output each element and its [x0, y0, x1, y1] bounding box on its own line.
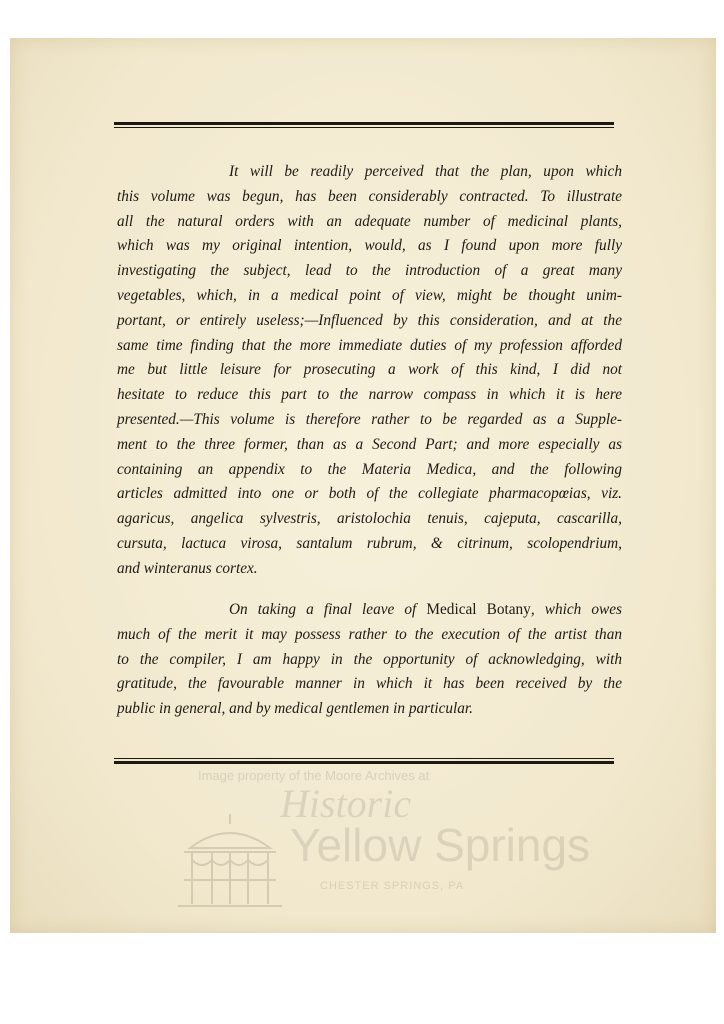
- text-line: much of the merit it may possess rather to the execution of the artist than: [117, 625, 622, 643]
- text-line: hesitate to reduce this part to the narrow compass in which it is here: [117, 386, 622, 404]
- text-line: It will be readily perceived that the plan, upon which: [229, 163, 622, 180]
- watermark-script: Historic: [280, 781, 412, 826]
- paragraph-preface: [117, 160, 622, 582]
- watermark-name: Yellow Springs: [290, 819, 591, 871]
- bottom-rule: [114, 758, 614, 764]
- text-line: vegetables, which, in a medical point of view, might be thought unim-: [117, 286, 622, 304]
- text-line: me but little leisure for prosecuting a work of this kind, I did not: [117, 361, 622, 379]
- text-line: and winteranus cortex.: [117, 559, 258, 577]
- text-line: gratitude, the favourable manner in which it has been received by the: [117, 675, 622, 693]
- text-line: which was my original intention, would, as I found upon more fully: [117, 237, 622, 255]
- gazebo-icon: [170, 808, 290, 918]
- text-line: containing an appendix to the Materia Medica, and the following: [117, 460, 622, 478]
- text-line: public in general, and by medical gentlemen in particular.: [117, 700, 474, 718]
- paragraph-closing: [117, 598, 622, 722]
- text-line: agaricus, angelica sylvestris, aristolochia tenuis, cajeputa, cascarilla,: [117, 510, 622, 528]
- watermark-place: CHESTER SPRINGS, PA: [320, 880, 465, 892]
- text-line: presented.—This volume is therefore rather to be regarded as a Supple-: [117, 410, 622, 428]
- watermark-caption: Image property of the Moore Archives at: [198, 768, 430, 783]
- text-run: , which owes: [530, 601, 622, 618]
- text-line: portant, or entirely useless;—Influenced by this consideration, and at the: [117, 311, 622, 329]
- archive-watermark: [160, 768, 620, 938]
- text-line: ment to the three former, than as a Second Part; and more especially as: [117, 435, 622, 453]
- text-run: On taking a final leave of: [229, 601, 427, 618]
- document-page: [10, 38, 716, 933]
- text-line: cursuta, lactuca virosa, santalum rubrum, & citrinum, scolopendrium,: [117, 534, 622, 552]
- text-line: this volume was begun, has been considerably contracted. To illustrate: [117, 187, 622, 205]
- top-rule: [114, 122, 614, 128]
- text-line: all the natural orders with an adequate number of medicinal plants,: [117, 212, 622, 230]
- text-line: same time finding that the more immediate duties of my profession afforded: [117, 336, 622, 354]
- text-line: to the compiler, I am happy in the opportunity of acknowledging, with: [117, 650, 622, 668]
- text-line-first: [117, 598, 622, 623]
- text-line: articles admitted into one or both of the collegiate pharmacopœias, viz.: [117, 485, 622, 503]
- book-title: Medical Botany: [426, 601, 531, 618]
- text-line: investigating the subject, lead to the introduction of a great many: [117, 262, 622, 280]
